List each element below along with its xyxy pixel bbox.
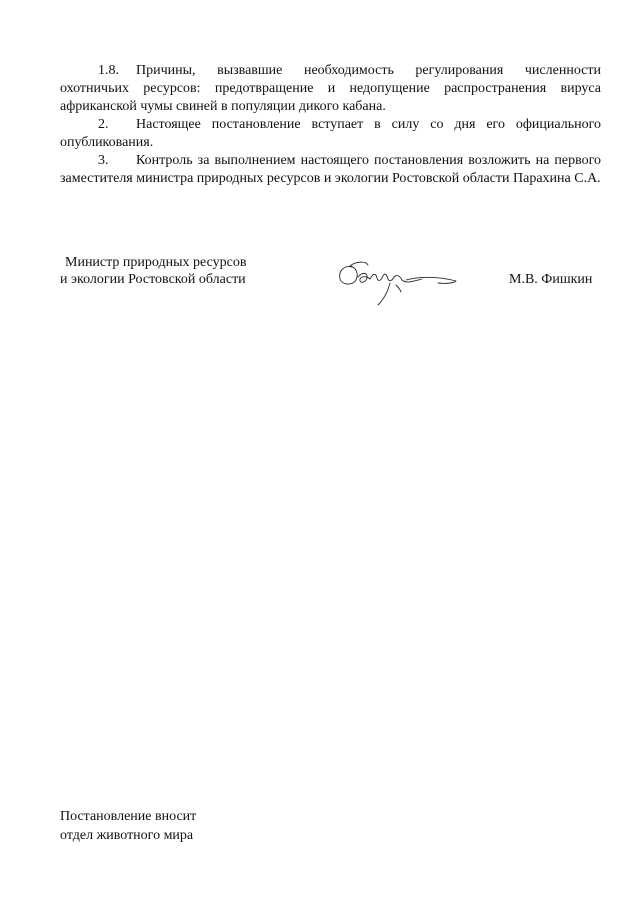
signatory-title-line-2: и экологии Ростовской области — [60, 272, 246, 287]
paragraph-2 — [60, 116, 601, 152]
paragraph-text: Причины, вызвавшие необходимость регулирования численности охотничьих ресурсов: предотвращение и недопущение распространения вируса африканской чумы свиней в популяции дикого кабана. — [60, 63, 601, 114]
signatory-title — [60, 254, 246, 288]
paragraph-3 — [60, 152, 601, 188]
paragraph-number: 1.8. — [98, 63, 119, 78]
signatory-title-line-1: Министр природных ресурсов — [65, 255, 247, 270]
paragraph-text: Настоящее постановление вступает в силу со дня его официального опубликования. — [60, 117, 601, 150]
paragraph-1-8 — [60, 62, 601, 116]
footer-line-1: Постановление вносит — [60, 809, 197, 824]
paragraph-number: 3. — [98, 153, 109, 168]
footer-line-2: отдел животного мира — [60, 828, 194, 843]
paragraph-number: 2. — [98, 117, 109, 132]
handwritten-signature — [334, 255, 464, 310]
paragraph-text: Контроль за выполнением настоящего постановления возложить на первого заместителя министра природных ресурсов и экологии Ростовской области Парахина С.А. — [60, 153, 601, 186]
signatory-name: М.В. Фишкин — [509, 272, 593, 287]
submitted-by-note — [60, 807, 196, 845]
